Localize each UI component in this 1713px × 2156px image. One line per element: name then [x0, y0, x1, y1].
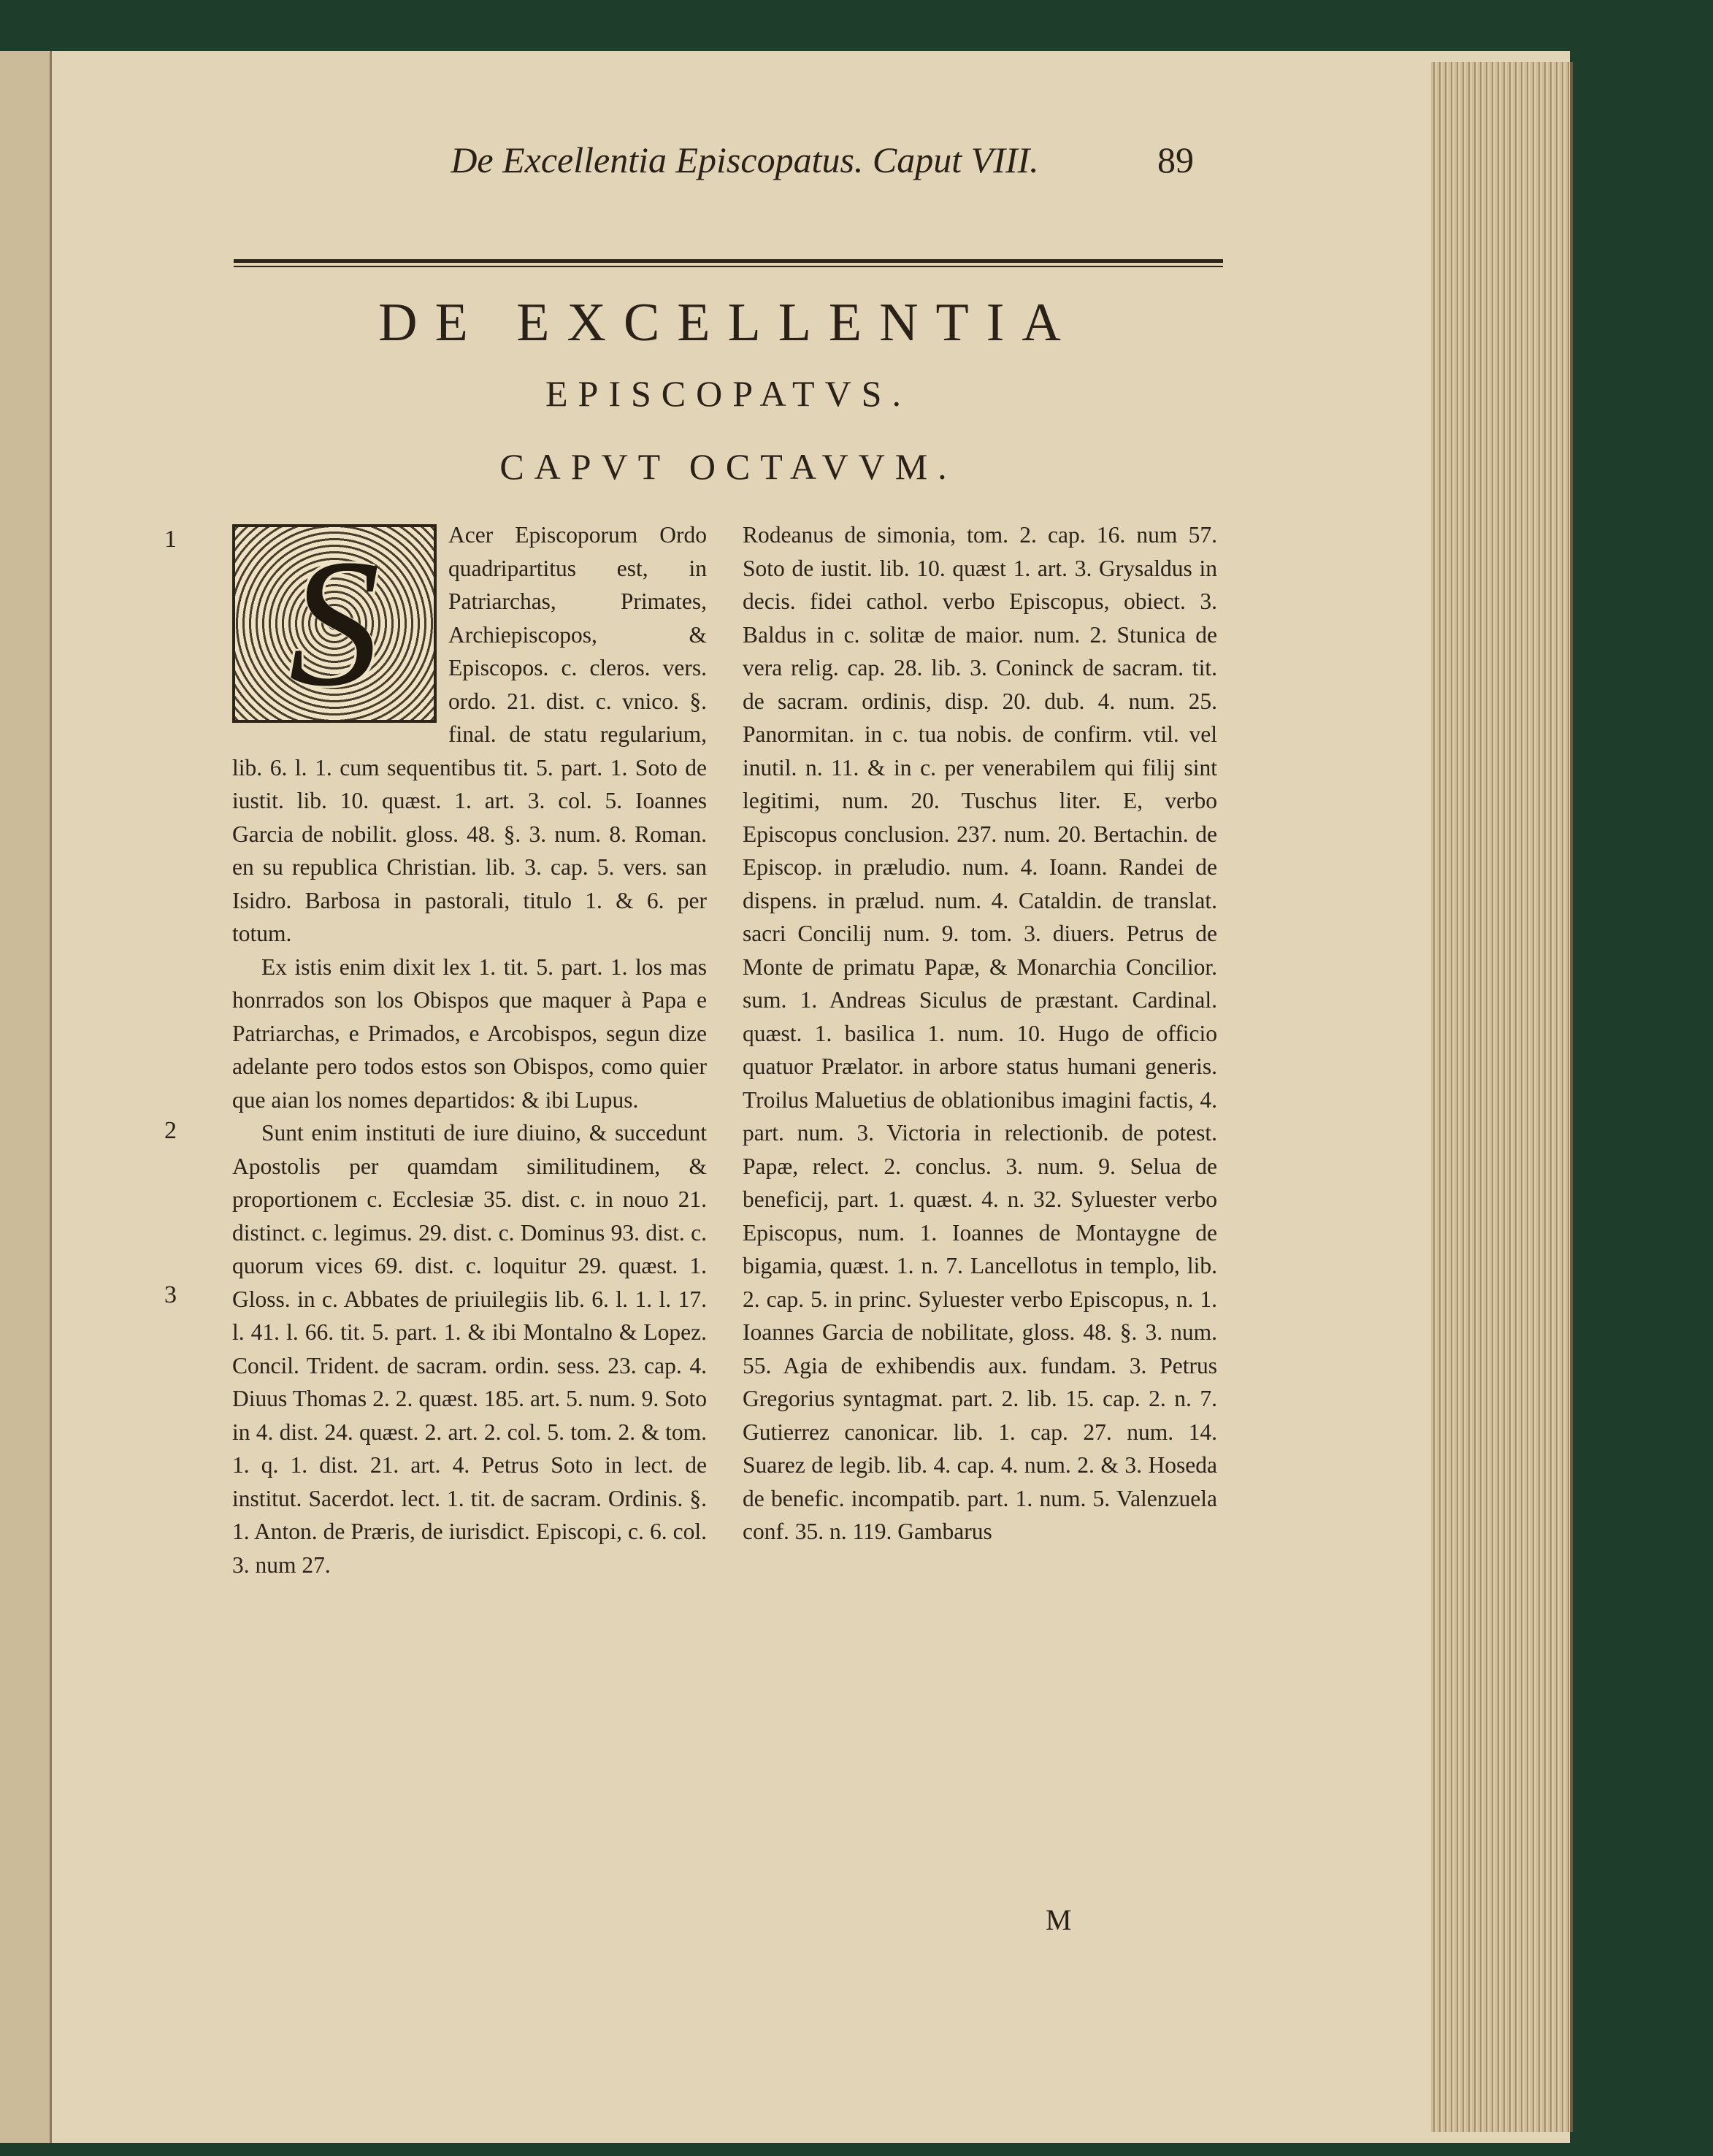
margin-number-3: 3: [164, 1281, 177, 1308]
chapter-title: CAPVT OCTAVVM.: [499, 446, 957, 487]
right-column: [743, 518, 1217, 1906]
signature-mark: M: [1046, 1903, 1072, 1936]
title-sub: EPISCOPATVS.: [545, 373, 911, 414]
header-rule-thin: [234, 266, 1223, 267]
paragraph-2: Ex istis enim dixit lex 1. tit. 5. part. 1. los mas honrrados son los Obispos que maquer à Papa e Patriarchas, e Primados, e Arcobispos, segun dize adelante pero todos estos son Obispos, como quier que aian los nomes departidos: & ibi Lupus.: [232, 954, 707, 1113]
left-column: [232, 518, 707, 1906]
page-number: 89: [1157, 139, 1194, 180]
paragraph-1: Acer Episcoporum Ordo quadripartitus est, in Patriarchas, Primates, Archiepiscopos, & Episcopos. c. cleros. vers. ordo. 21. dist. c. vnico. §. final. de statu regularium, lib. 6. l. 1. cum sequentibus tit. 5. part. 1. Soto de iustit. lib. 10. quæst. 1. art. 3. col. 5. Ioannes Garcia de nobilit. gloss. 48. §. 3. num. 8. Roman. en su republica Christian. lib. 3. cap. 5. vers. san Isidro. Barbosa in pastorali, titulo 1. & 6. per totum.: [232, 522, 707, 946]
title-main: DE EXCELLENTIA: [378, 293, 1078, 353]
paragraph-3: Sunt enim instituti de iure diuino, & succedunt Apostolis per quamdam similitudinem, & proportionem c. Ecclesiæ 35. dist. c. in nouo 21. distinct. c. legimus. 29. dist. c. Dominus 93. dist. c. quorum vices 69. dist. c. loquitur 29. quæst. 1. Gloss. in c. Abbates de priuilegiis lib. 6. l. 1. l. 17. l. 41. l. 66. tit. 5. part. 1. & ibi Montalno & Lopez. Concil. Trident. de sacram. ordin. sess. 23. cap. 4. Diuus Thomas 2. 2. quæst. 185. art. 5. num. 9. Soto in 4. dist. 24. quæst. 2. art. 2. col. 5. tom. 2. & tom. 1. q. 1. dist. 21. art. 4. Petrus Soto in lect. de institut. Sacerdot. lect. 1. tit. de sacram. Ordinis. §. 1. Anton. de Præris, de iurisdict. Episcopi, c. 6. col. 3. num 27.: [232, 1120, 707, 1578]
page-edges: [1431, 62, 1573, 2132]
ornamental-initial-s-icon: [232, 524, 437, 723]
running-header: De Excellentia Episcopatus. Caput VIII.: [451, 139, 1039, 180]
paragraph-4: Rodeanus de simonia, tom. 2. cap. 16. num 57. Soto de iustit. lib. 10. quæst 1. art. 3. Grysaldus in decis. fidei cathol. verbo Episcopus, obiect. 3. Baldus in c. solitæ de maior. num. 2. Stunica de vera relig. cap. 28. lib. 3. Coninck de sacram. tit. de sacram. ordinis, disp. 20. dub. 4. num. 25. Panormitan. in c. tua nobis. de confirm. vtil. vel inutil. n. 11. & in c. per venerabilem qui filij sint legitimi, num. 20. Tuschus liter. E, verbo Episcopus conclusion. 237. num. 20. Bertachin. de Episcop. in præludio. num. 4. Ioann. Randei de dispens. in prælud. num. 4. Cataldin. de translat. sacri Concilij num. 9. tom. 3. diuers. Petrus de Monte de primatu Papæ, & Monarchia Concilior. sum. 1. Andreas Siculus de præstant. Cardinal. quæst. 1. basilica 1. num. 10. Hugo de officio quatuor Prælator. in arbore status humani generis. Troilus Maluetius de oblationibus imagini factis, 4. part. num. 3. Victoria in relectionib. de potest. Papæ, relect. 2. conclus. 3. num. 9. Selua de beneficij, part. 1. quæst. 4. n. 32. Syluester verbo Episcopus, num. 1. Ioannes de Montaygne de bigamia, quæst. 1. n. 7. Lancellotus in templo, lib. 2. cap. 5. in princ. Syluester verbo Episcopus, n. 1. Ioannes Garcia de nobilitate, gloss. 48. §. 3. num. 55. Agia de exhibendis aux. fundam. 3. Petrus Gregorius syntagmat. part. 2. lib. 15. cap. 2. n. 7. Gutierrez canonicar. lib. 1. cap. 27. num. 14. Suarez de legib. lib. 4. cap. 4. num. 2. & 3. Hoseda de benefic. incompatib. part. 1. num. 5. Valenzuela conf. 35. n. 119. Gambarus: [743, 522, 1217, 1544]
margin-number-1: 1: [164, 526, 177, 553]
dropcap-letter: S: [288, 522, 380, 724]
margin-number-2: 2: [164, 1117, 177, 1144]
header-rule: [234, 259, 1223, 263]
facing-page-edge: [0, 51, 52, 2143]
